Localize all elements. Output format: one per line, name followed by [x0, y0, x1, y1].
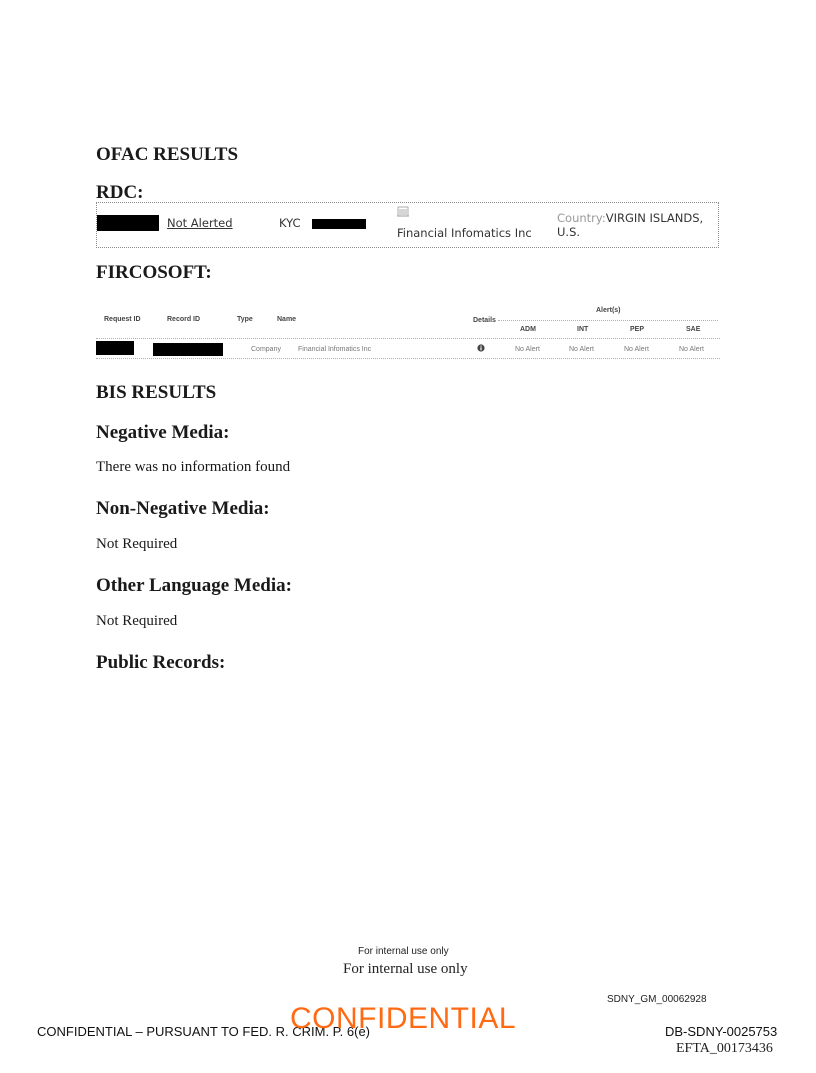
- country-value-line1: VIRGIN ISLANDS,: [605, 211, 704, 225]
- row-divider: [96, 358, 720, 359]
- alerts-group-divider: [498, 320, 718, 321]
- col-adm: ADM: [520, 326, 536, 333]
- not-alerted-link[interactable]: Not Alerted: [167, 216, 233, 230]
- header-divider: [96, 338, 720, 339]
- fircosoft-table: [96, 300, 720, 364]
- non-negative-media-heading: Non-Negative Media:: [96, 498, 270, 519]
- bates-db-number: DB-SDNY-0025753: [665, 1024, 778, 1039]
- col-alerts: Alert(s): [596, 307, 621, 314]
- public-records-heading: Public Records:: [96, 652, 226, 673]
- col-request-id: Request ID: [104, 316, 141, 323]
- bates-gm-number: SDNY_GM_00062928: [607, 994, 707, 1005]
- col-name: Name: [277, 316, 297, 323]
- bank-building-icon: [397, 205, 409, 217]
- other-language-media-text: Not Required: [96, 613, 178, 629]
- confidential-notice: CONFIDENTIAL – PURSUANT TO FED. R. CRIM. P. 6(e): [37, 1024, 371, 1039]
- row-sae: No Alert: [679, 346, 704, 353]
- row-pep: No Alert: [624, 346, 649, 353]
- internal-use-large: For internal use only: [343, 961, 468, 977]
- col-type: Type: [237, 316, 253, 323]
- redacted-request-id: [96, 341, 134, 355]
- negative-media-heading: Negative Media:: [96, 422, 230, 443]
- country-value-line2: U.S.: [557, 225, 581, 239]
- redacted-kyc-id: [312, 219, 366, 229]
- col-sae: SAE: [686, 326, 701, 333]
- negative-media-text: There was no information found: [96, 459, 291, 475]
- row-adm: No Alert: [515, 346, 540, 353]
- rdc-country: [557, 211, 703, 239]
- row-name: Financial Infomatics Inc: [298, 346, 372, 353]
- internal-use-small: For internal use only: [358, 946, 449, 957]
- col-pep: PEP: [630, 326, 645, 333]
- ofac-results-heading: OFAC RESULTS: [96, 144, 239, 165]
- non-negative-media-text: Not Required: [96, 536, 178, 552]
- col-record-id: Record ID: [167, 316, 201, 323]
- info-circle-icon[interactable]: [477, 344, 485, 352]
- redacted-block: [97, 215, 159, 231]
- other-language-media-heading: Other Language Media:: [96, 575, 292, 596]
- bis-results-heading: BIS RESULTS: [96, 382, 217, 403]
- kyc-prefix: KYC: [279, 216, 301, 230]
- kyc-label: [279, 216, 366, 230]
- fircosoft-heading: FIRCOSOFT:: [96, 262, 212, 283]
- redacted-record-id: [153, 343, 223, 356]
- col-details: Details: [473, 317, 496, 324]
- bates-efta-number: EFTA_00173436: [676, 1041, 773, 1056]
- col-int: INT: [577, 326, 589, 333]
- confidential-stamp: CONFIDENTIAL: [290, 1002, 517, 1035]
- row-type: Company: [251, 346, 281, 353]
- rdc-result-box: [96, 202, 719, 248]
- country-label: Country:: [557, 211, 606, 225]
- row-int: No Alert: [569, 346, 594, 353]
- rdc-heading: RDC:: [96, 182, 144, 203]
- rdc-entity-name: Financial Infomatics Inc: [397, 226, 532, 240]
